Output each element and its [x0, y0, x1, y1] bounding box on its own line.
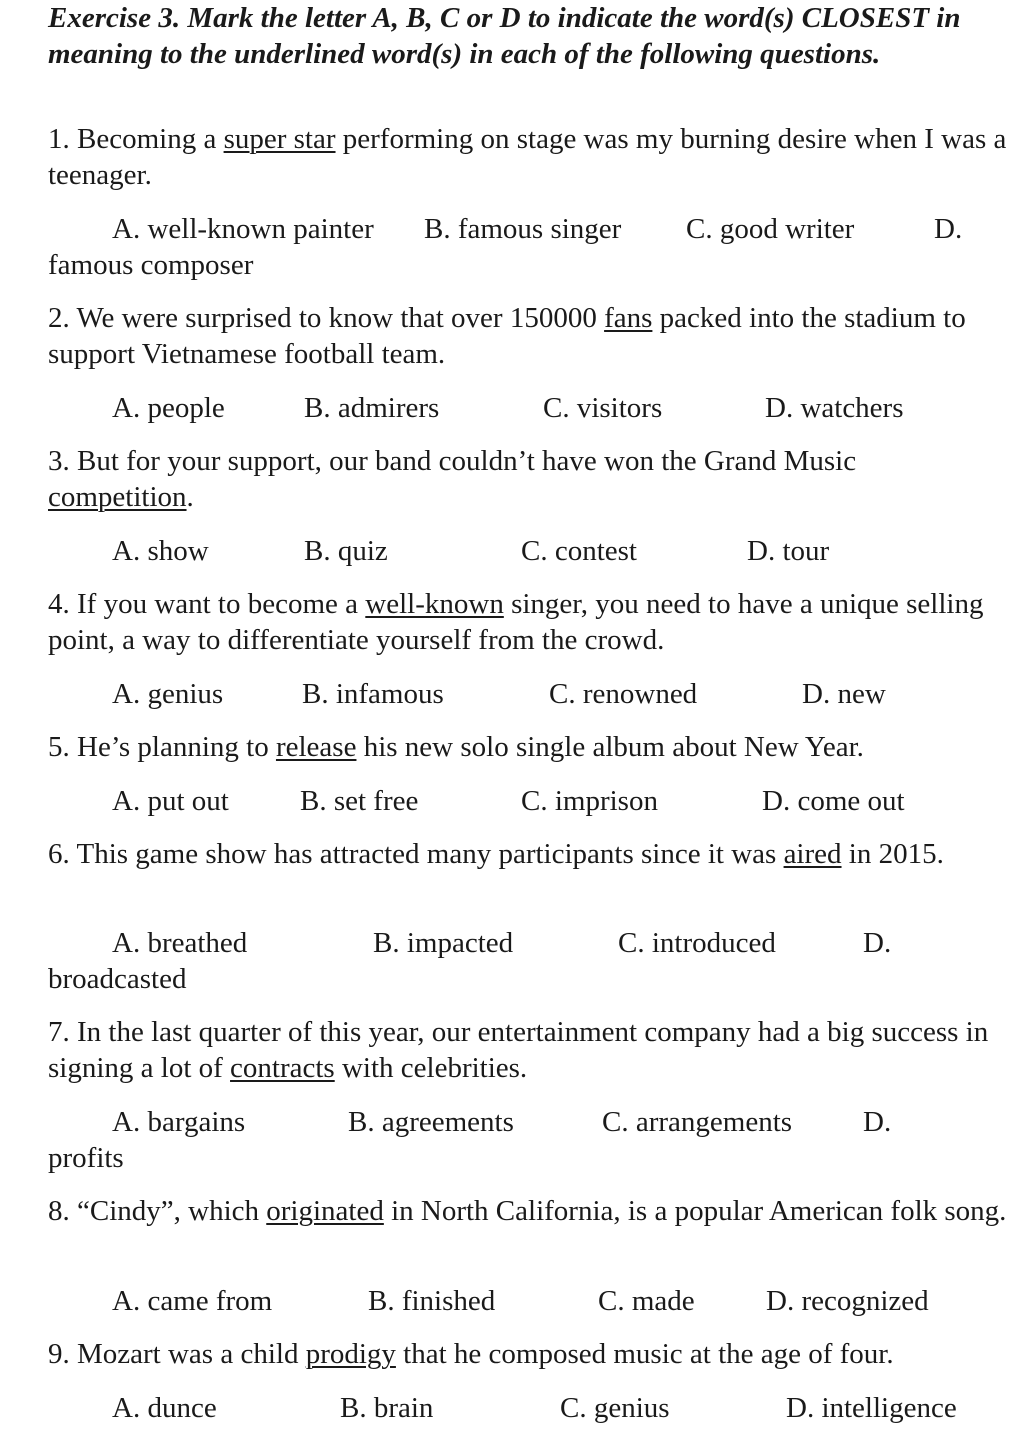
question-3-stem: [48, 443, 1008, 515]
question-7-options: [0, 1104, 1024, 1140]
underlined-word: aired: [783, 838, 842, 870]
question-text-after: with celebrities.: [341, 1052, 528, 1084]
option-b: B. quiz: [304, 535, 388, 567]
option-d: D.: [863, 1106, 892, 1138]
question-text-after: packed into the stadium to support Vietnamese football team.: [48, 302, 966, 370]
question-number: 8.: [48, 1195, 70, 1227]
option-a: A. genius: [112, 678, 224, 710]
option-c: C. arrangements: [602, 1106, 793, 1138]
option-a: A. show: [112, 535, 209, 567]
question-text-before: “Cindy”, which: [77, 1195, 260, 1227]
option-c: C. renowned: [549, 678, 698, 710]
exercise-title: Exercise 3. Mark the letter A, B, C or D to indicate the word(s) CLOSEST in meaning to the underlined word(s) in each of the following questions.: [48, 2, 961, 70]
option-d-continuation: profits: [48, 1142, 124, 1174]
option-c: C. contest: [521, 535, 637, 567]
option-b: B. impacted: [373, 927, 514, 959]
question-8-options: [0, 1283, 1024, 1319]
option-a: A. people: [112, 392, 225, 424]
question-number: 9.: [48, 1338, 70, 1370]
option-b: B. infamous: [302, 678, 444, 710]
question-4-options: [0, 676, 1024, 712]
option-d: D. tour: [747, 535, 830, 567]
question-text-before: Mozart was a child: [77, 1338, 299, 1370]
question-8-stem: [48, 1193, 1008, 1229]
option-d-continuation: famous composer: [48, 249, 254, 281]
question-number: 5.: [48, 731, 70, 763]
question-number: 4.: [48, 588, 70, 620]
question-4-stem: [48, 586, 1008, 658]
option-c: C. imprison: [521, 785, 658, 817]
question-1-stem: [48, 121, 1008, 193]
question-text-after: .: [186, 481, 194, 513]
option-d: D. watchers: [765, 392, 904, 424]
option-a: A. came from: [112, 1285, 273, 1317]
question-text-after: his new solo single album about New Year.: [363, 731, 864, 763]
question-text-before: We were surprised to know that over 150000: [76, 302, 597, 334]
question-number: 7.: [48, 1016, 70, 1048]
question-5-stem: [48, 729, 1008, 765]
underlined-word: originated: [266, 1195, 384, 1227]
question-2-options: [0, 390, 1024, 426]
underlined-word: competition: [48, 481, 187, 513]
option-b: B. agreements: [348, 1106, 514, 1138]
option-b: B. admirers: [304, 392, 440, 424]
question-text-after: singer, you need to have a unique selling point, a way to differentiate yourself from the crowd.: [48, 588, 984, 656]
option-b: B. set free: [300, 785, 419, 817]
underlined-word: contracts: [230, 1052, 335, 1084]
option-c: C. made: [598, 1285, 695, 1317]
option-d: D.: [863, 927, 892, 959]
underlined-word: fans: [604, 302, 653, 334]
question-text-before: But for your support, our band couldn’t have won the Grand Music: [77, 445, 857, 477]
question-text-before: In the last quarter of this year, our entertainment company had a big success in signing a lot of: [48, 1016, 989, 1084]
option-b: B. finished: [368, 1285, 496, 1317]
question-5-options: [0, 783, 1024, 819]
option-a: A. breathed: [112, 927, 248, 959]
question-text-after: that he composed music at the age of four.: [403, 1338, 894, 1370]
option-c: C. good writer: [686, 213, 855, 245]
option-a: A. well-known painter: [112, 213, 374, 245]
option-a: A. dunce: [112, 1392, 217, 1424]
question-text-after: in North California, is a popular American folk song.: [391, 1195, 1007, 1227]
underlined-word: prodigy: [305, 1338, 396, 1370]
question-7-stem: [48, 1014, 1008, 1086]
question-6-stem: [48, 836, 1008, 872]
option-c: C. introduced: [618, 927, 776, 959]
underlined-word: super star: [223, 123, 336, 155]
question-3-options: [0, 533, 1024, 569]
underlined-word: release: [275, 731, 357, 763]
question-number: 1.: [48, 123, 70, 155]
question-9-stem: [48, 1336, 1008, 1372]
option-d: D. new: [802, 678, 886, 710]
option-b: B. famous singer: [424, 213, 622, 245]
question-number: 3.: [48, 445, 70, 477]
option-a: A. bargains: [112, 1106, 246, 1138]
question-number: 6.: [48, 838, 70, 870]
question-text-after: in 2015.: [848, 838, 944, 870]
question-1-options: [0, 211, 1024, 247]
question-9-options: [0, 1390, 1024, 1426]
question-text-before: This game show has attracted many participants since it was: [76, 838, 777, 870]
option-d: D. come out: [762, 785, 905, 817]
option-a: A. put out: [112, 785, 229, 817]
option-d: D.: [934, 213, 963, 245]
option-d: D. intelligence: [786, 1392, 957, 1424]
option-d: D. recognized: [766, 1285, 929, 1317]
option-c: C. genius: [560, 1392, 670, 1424]
question-2-stem: [48, 300, 1008, 372]
question-text-before: If you want to become a: [77, 588, 359, 620]
question-text-before: Becoming a: [77, 123, 217, 155]
option-b: B. brain: [340, 1392, 434, 1424]
question-text-after: performing on stage was my burning desire when I was a teenager.: [48, 123, 1007, 191]
question-text-before: He’s planning to: [77, 731, 269, 763]
option-d-continuation: broadcasted: [48, 963, 187, 995]
question-6-options: [0, 925, 1024, 961]
underlined-word: well-known: [365, 588, 504, 620]
question-number: 2.: [48, 302, 70, 334]
option-c: C. visitors: [543, 392, 663, 424]
